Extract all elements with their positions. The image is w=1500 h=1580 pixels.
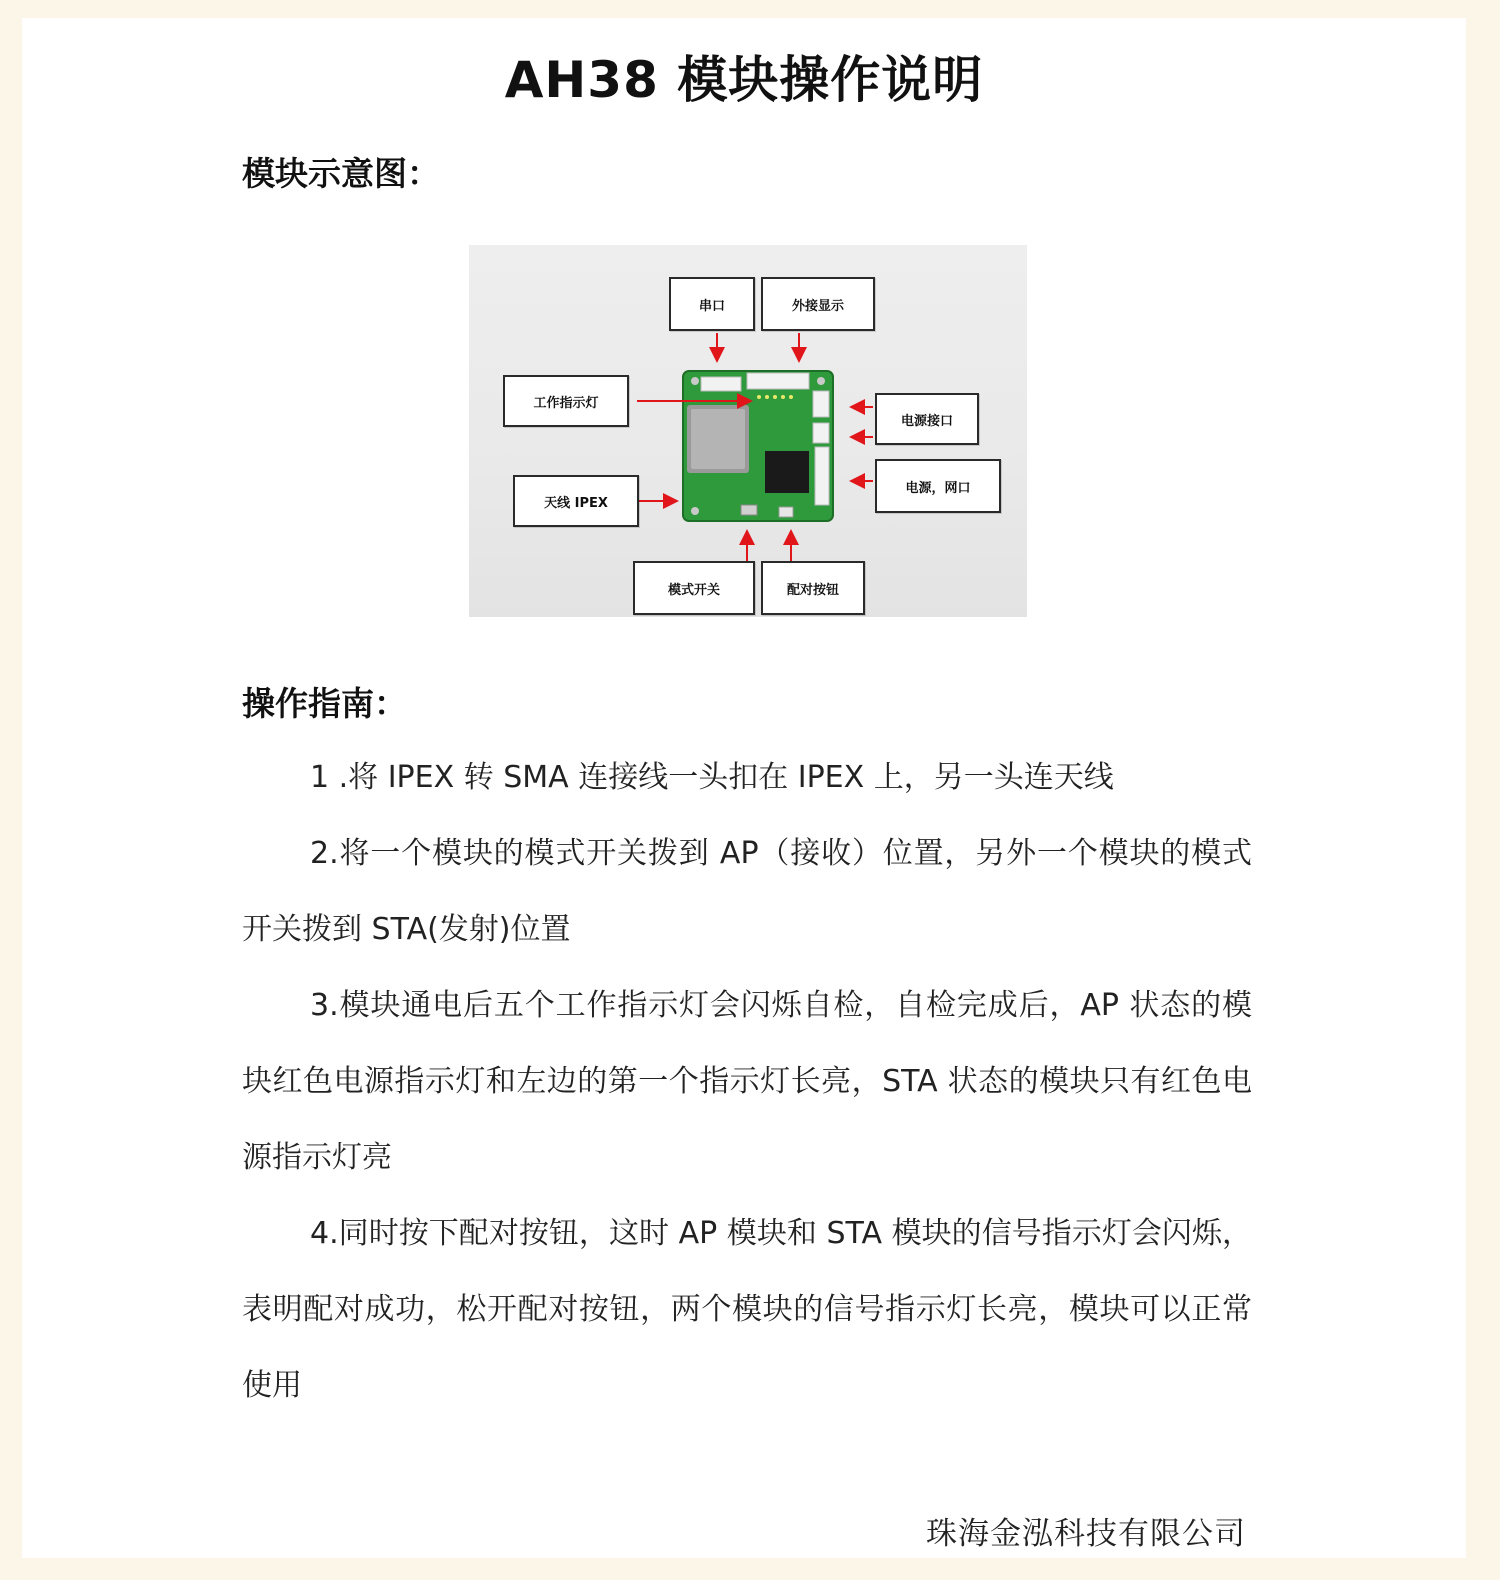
module-diagram [469,245,1027,617]
step-3: 3.模块通电后五个工作指示灯会闪烁自检，自检完成后，AP 状态的模块红色电源指示灯和左边的第一个指示灯长亮，STA 状态的模块只有红色电源指示灯亮 [242,988,1252,1175]
callout-power-port: 电源接口 [875,393,979,445]
step-1: 1 .将 IPEX 转 SMA 连接线一头扣在 IPEX 上，另一头连天线 [310,760,1114,795]
callout-serial: 串口 [669,277,755,331]
callout-antenna-ipex: 天线 IPEX [513,475,639,527]
step-4: 4.同时按下配对按钮，这时 AP 模块和 STA 模块的信号指示灯会闪烁，表明配对成功，松开配对按钮，两个模块的信号指示灯长亮，模块可以正常使用 [242,1216,1252,1403]
section-heading-guide: 操作指南： [242,684,407,723]
callout-work-indicator: 工作指示灯 [503,375,629,427]
section-heading-diagram: 模块示意图： [242,154,440,193]
document-page [22,18,1466,1558]
step-2: 2.将一个模块的模式开关拨到 AP（接收）位置，另外一个模块的模式开关拨到 STA(发射)位置 [242,836,1252,947]
callout-mode-switch: 模式开关 [633,561,755,615]
pcb-board [683,371,833,521]
document-title: AH38 模块操作说明 [504,51,984,109]
company-name: 珠海金泓科技有限公司 [926,1516,1246,1552]
callout-external-display: 外接显示 [761,277,875,331]
callout-power-network: 电源，网口 [875,459,1001,513]
callout-pair-button: 配对按钮 [761,561,865,615]
operation-steps [242,740,1252,1424]
